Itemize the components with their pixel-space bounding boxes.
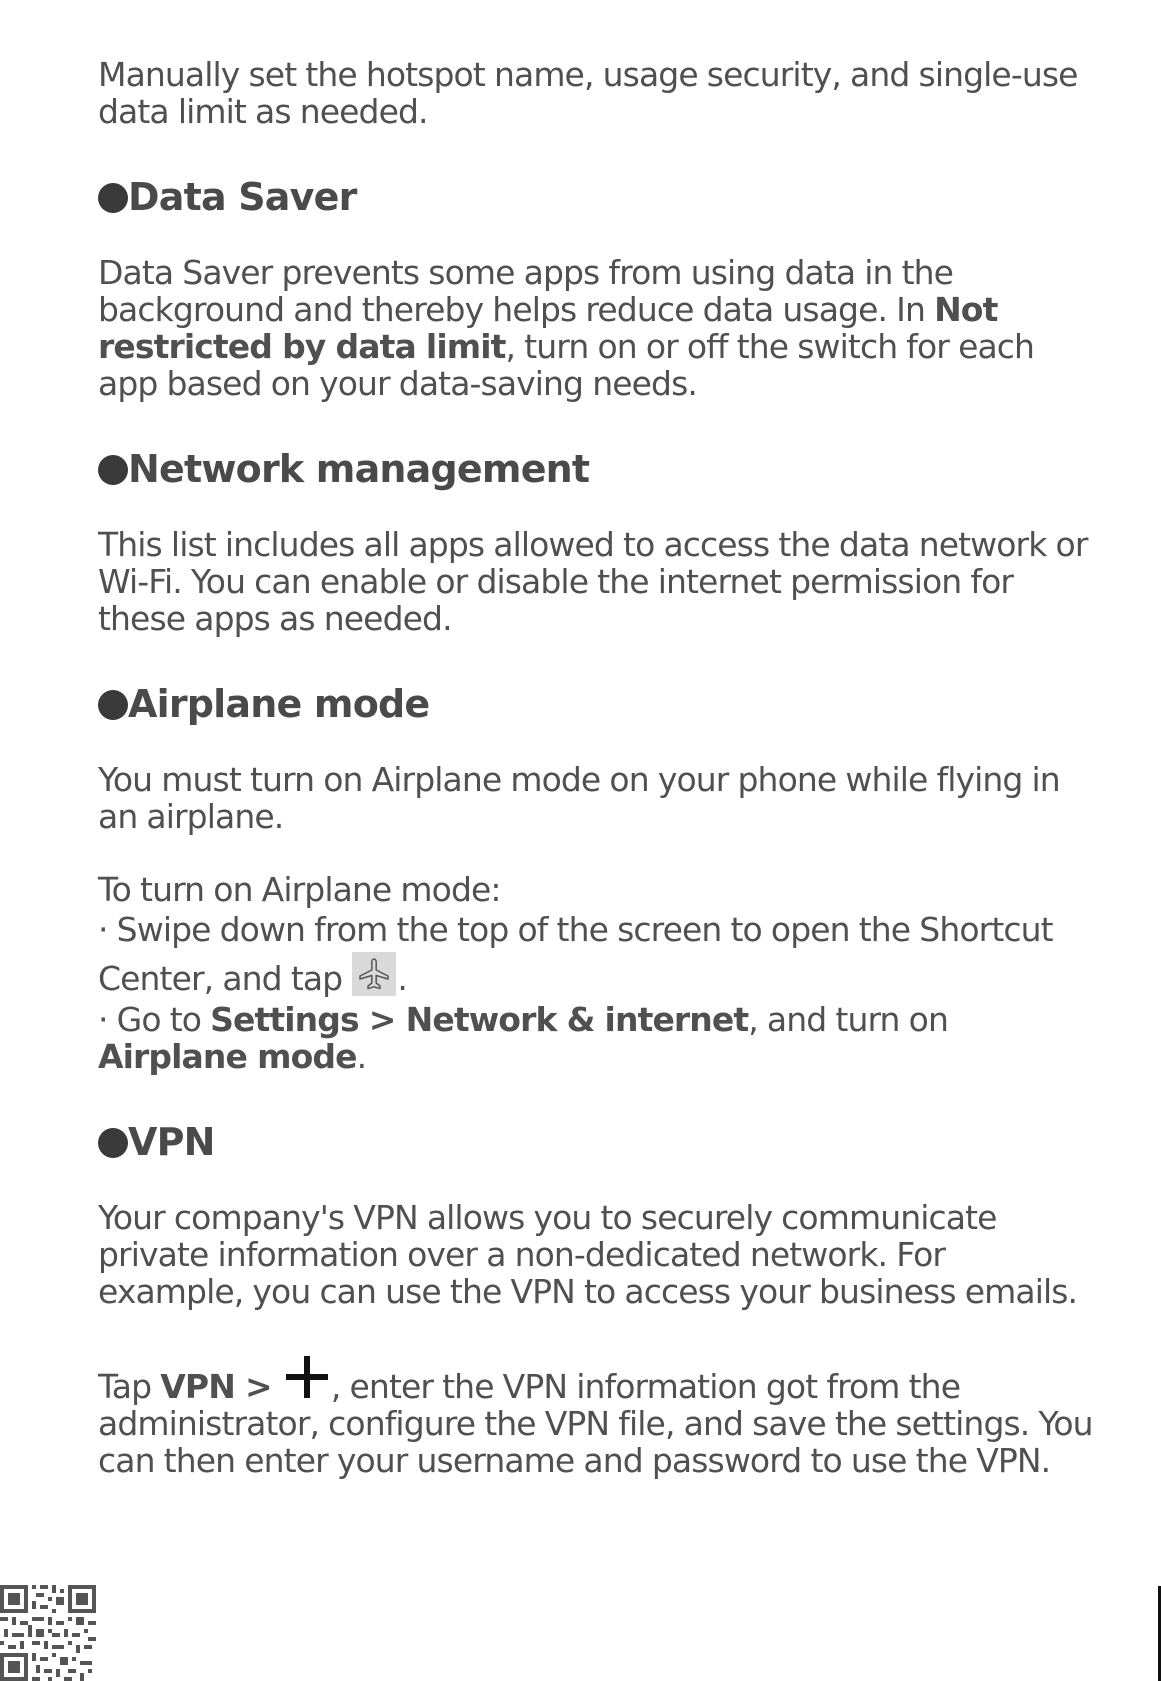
- airplane-step-2-text-1: · Go to: [98, 1000, 211, 1039]
- airplane-step-2-text-2: , and turn on: [748, 1000, 948, 1039]
- data-saver-heading-text: Data Saver: [128, 175, 357, 219]
- vpn-instructions-rest: , enter the VPN information got from the administrator, configure the VPN file, and save the settings. You can then enter your username and password to use the VPN.: [98, 1367, 1093, 1480]
- airplane-mode-heading-text: Airplane mode: [128, 682, 430, 726]
- airplane-steps-intro: [98, 871, 1098, 908]
- airplane-step-2: [98, 1001, 1098, 1075]
- vpn-heading-text: VPN: [128, 1120, 215, 1164]
- vpn-instructions: [98, 1346, 1098, 1479]
- vpn-tap-text: Tap: [98, 1367, 161, 1406]
- airplane-icon: [352, 952, 396, 996]
- data-saver-heading: [98, 175, 1098, 219]
- airplane-mode-setting: Airplane mode: [98, 1037, 357, 1076]
- airplane-mode-text: You must turn on Airplane mode on your phone while flying in an airplane.: [98, 760, 1060, 836]
- vpn-heading: [98, 1120, 1098, 1164]
- plus-icon: [284, 1354, 330, 1400]
- settings-path: Settings > Network & internet: [210, 1000, 749, 1039]
- vpn-path: VPN >: [160, 1367, 282, 1406]
- data-saver-text-1: Data Saver prevents some apps from using data in the background and thereby helps reduce data usage. In: [98, 253, 954, 329]
- airplane-step-1-end: .: [397, 959, 407, 998]
- vpn-paragraph: [98, 1199, 1098, 1310]
- bullet-icon: [98, 183, 128, 213]
- vpn-text: Your company's VPN allows you to securely communicate private information over a non-dedicated network. For example, you can use the VPN to access your business emails.: [98, 1198, 1078, 1311]
- network-management-heading: [98, 447, 1098, 491]
- airplane-step-1-text: · Swipe down from the top of the screen to open the Shortcut Center, and tap: [98, 910, 1053, 998]
- data-saver-bold-setting: Not restricted by data limit: [98, 290, 998, 366]
- data-saver-text-2: , turn on or off the switch for each app based on your data-saving needs.: [98, 327, 1035, 403]
- network-management-paragraph: [98, 526, 1098, 637]
- intro-paragraph: [98, 56, 1098, 130]
- intro-text: Manually set the hotspot name, usage security, and single-use data limit as needed.: [98, 55, 1078, 131]
- bullet-icon: [98, 1128, 128, 1158]
- airplane-mode-paragraph: [98, 761, 1098, 835]
- bullet-icon: [98, 690, 128, 720]
- airplane-steps-intro-text: To turn on Airplane mode:: [98, 870, 501, 909]
- network-management-heading-text: Network management: [128, 447, 590, 491]
- data-saver-paragraph: [98, 254, 1098, 402]
- airplane-step-2-end: .: [356, 1037, 367, 1076]
- network-management-text: This list includes all apps allowed to access the data network or Wi-Fi. You can enable or disable the internet permission for these apps as needed.: [98, 525, 1088, 638]
- document-page: [98, 56, 1098, 1479]
- qr-code-icon: [0, 1585, 96, 1681]
- airplane-step-1: [98, 908, 1098, 1001]
- bullet-icon: [98, 455, 128, 485]
- airplane-mode-heading: [98, 682, 1098, 726]
